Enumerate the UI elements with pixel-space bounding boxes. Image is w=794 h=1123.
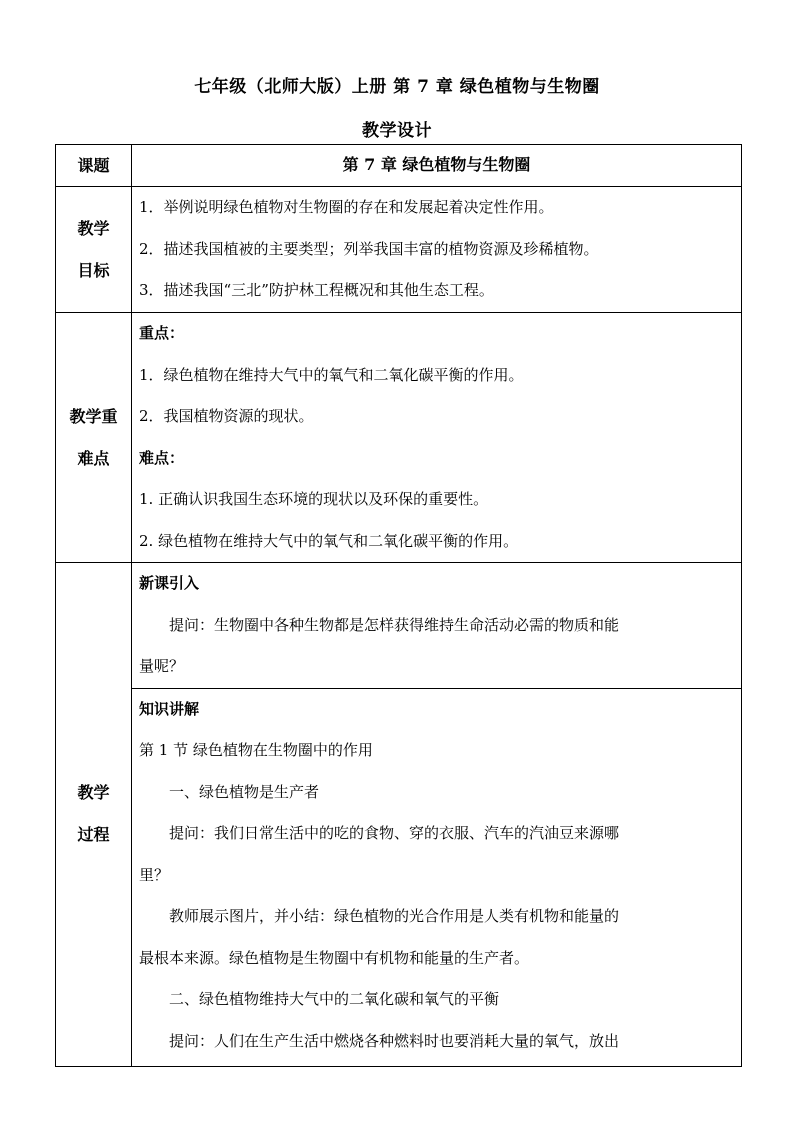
- objectives-label: [56, 208, 131, 292]
- objective-line: 3．描述我国“三北”防护林工程概况和其他生态工程。: [139, 281, 494, 299]
- key-points-label-part2: 难点: [77, 448, 110, 468]
- question-line: 提问：我们日常生活中的吃的食物、穿的衣服、汽车的汽油豆来源哪: [169, 824, 620, 842]
- key-points-label-part1: 教学重: [69, 406, 118, 426]
- document-subtitle: 教学设计: [362, 121, 432, 141]
- document-title: 七年级（北师大版）上册 第 7 章 绿色植物与生物圈: [194, 77, 600, 97]
- objective-line: 2．描述我国植被的主要类型；列举我国丰富的植物资源及珍稀植物。: [139, 239, 599, 258]
- objective-line: 1．举例说明绿色植物对生物圈的存在和发展起着决定性作用。: [139, 198, 554, 216]
- key-points-row: [56, 313, 742, 563]
- objectives-label-cell: [56, 187, 132, 313]
- subsection-heading: 二、绿色植物维持大气中的二氧化碳和氧气的平衡: [169, 990, 500, 1008]
- subsection-heading: 一、绿色植物是生产者: [169, 782, 320, 801]
- topic-value: 第 7 章 绿色植物与生物圈: [342, 155, 531, 174]
- question-line: 里？: [139, 865, 170, 884]
- process-knowledge-cell: [132, 688, 742, 1066]
- key-points-label-cell: [56, 313, 132, 563]
- intro-line: 提问：生物圈中各种生物都是怎样获得维持生命活动必需的物质和能: [169, 615, 620, 634]
- intro-line: 量呢？: [139, 657, 185, 675]
- intro-heading: 新课引入: [139, 574, 200, 592]
- topic-label-cell: [56, 145, 132, 187]
- process-label-cell: [56, 563, 132, 1067]
- key-heading: 重点：: [139, 324, 185, 342]
- process-label-part1: 教学: [77, 783, 110, 803]
- question-line: 提问：人们在生产生活中燃烧各种燃料时也要消耗大量的氧气，放出: [169, 1031, 620, 1050]
- objectives-content-cell: [132, 187, 742, 313]
- process-label: [56, 772, 131, 856]
- topic-label: 课题: [77, 155, 110, 175]
- process-intro-cell: [132, 563, 742, 689]
- key-line: 2．我国植物资源的现状。: [139, 407, 314, 425]
- summary-line: 最根本来源。绿色植物是生物圈中有机物和能量的生产者。: [139, 948, 530, 967]
- objectives-label-part2: 目标: [77, 260, 110, 280]
- objectives-row: [56, 187, 742, 313]
- objectives-label-part1: 教学: [77, 218, 110, 238]
- section-title: 第 1 节 绿色植物在生物圈中的作用: [139, 741, 373, 759]
- difficult-line: 2. 绿色植物在维持大气中的氧气和二氧化碳平衡的作用。: [139, 531, 519, 550]
- topic-row: [56, 145, 742, 187]
- difficult-line: 1. 正确认识我国生态环境的现状以及环保的重要性。: [139, 490, 489, 508]
- process-intro-row: [56, 563, 742, 689]
- process-label-part2: 过程: [77, 825, 110, 845]
- process-knowledge-row: [56, 688, 742, 1066]
- summary-line: 教师展示图片，并小结：绿色植物的光合作用是人类有机物和能量的: [169, 907, 620, 925]
- knowledge-heading: 知识讲解: [139, 699, 200, 718]
- key-line: 1．绿色植物在维持大气中的氧气和二氧化碳平衡的作用。: [139, 365, 524, 384]
- topic-value-cell: [132, 145, 742, 187]
- difficult-heading: 难点：: [139, 448, 185, 467]
- key-points-content-cell: [132, 313, 742, 563]
- key-points-label: [56, 396, 131, 480]
- lesson-plan-table: [55, 144, 742, 1067]
